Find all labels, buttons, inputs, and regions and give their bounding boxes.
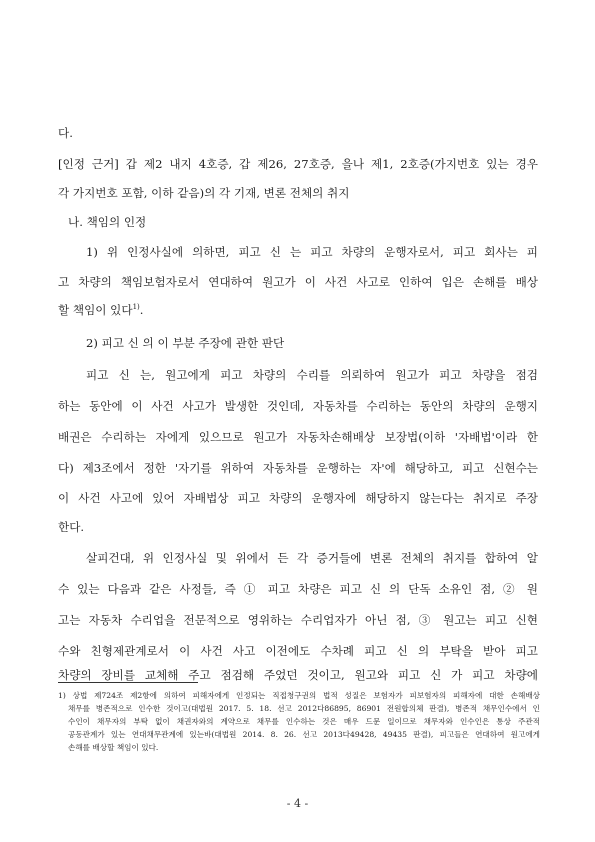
body-line-10: 하는 동안에 이 사건 사고가 발생한 것인데, 자동차를 수리하는 동안의 차량의 운행지 xyxy=(58,399,538,413)
footnote-line-3: 수인이 채무자의 부탁 없이 채권자와의 계약으로 채무를 인수하는 것은 매우 드문 일이므로 채무자와 인수인은 통상 주관적 xyxy=(68,717,540,726)
footnote-line-4: 공동관계가 있는 연대채무관계에 있는바(대법원 2014. 8. 26. 선고 2013다49428, 49435 판결), 피고들은 연대하여 원고에게 xyxy=(68,730,540,739)
body-line-16: 수 있는 다음과 같은 사정들, 즉 ① 피고 차량은 피고 신 의 단독 소유인 점, ② 원 xyxy=(58,582,538,596)
body-line-7-text: 할 책임이 있다 xyxy=(58,303,133,317)
subsection-heading: 2) 피고 신 의 이 부분 주장에 관한 판단 xyxy=(86,336,285,350)
body-line-11: 배권은 수리하는 자에게 있으므로 원고가 자동차손해배상 보장법(이하 '자배법'이라 한 xyxy=(58,430,538,444)
body-line-2: [인정 근거] 갑 제2 내지 4호증, 갑 제26, 27호증, 을나 제1, 2호증(가지번호 있는 경우 xyxy=(58,157,538,171)
body-line-15: 살피건대, 위 인정사실 및 위에서 든 각 증거들에 변론 전체의 취지를 합하여 알 xyxy=(86,551,538,565)
body-line-19: 차량의 장비를 교체해 주고 점검해 주었던 것이고, 원고와 피고 신 가 피고 차량에 xyxy=(58,668,538,682)
footnote-line-5: 손해를 배상할 책임이 있다. xyxy=(68,743,159,752)
body-line-14: 한다. xyxy=(58,520,85,534)
body-line-7-period: . xyxy=(139,303,144,317)
body-line-17: 고는 자동차 수리업을 전문적으로 영위하는 수리업자가 아닌 점, ③ 원고는 피고 신현 xyxy=(58,613,538,627)
body-line-6: 고 차량의 책임보험자로서 연대하여 원고가 이 사건 사고로 인하여 입은 손해를 배상 xyxy=(58,275,538,289)
footnote-line-1: 1) 상법 제724조 제2항에 의하여 피해자에게 인정되는 직접청구권의 법적 성질은 보험자가 피보험자의 피해자에 대한 손해배상 xyxy=(58,691,540,700)
footnote-line-2: 채무를 병존적으로 인수한 것이고(대법원 2017. 5. 18. 선고 2012다86895, 86901 전원합의체 판결), 병존적 채무인수에서 인 xyxy=(68,704,540,713)
body-line-9: 피고 신 는, 원고에게 피고 차량의 수리를 의뢰하여 원고가 피고 차량을 점검 xyxy=(86,368,538,382)
footnote-divider xyxy=(58,682,198,683)
footnote-reference[interactable]: 1) xyxy=(132,303,140,312)
body-line-3: 각 가지번호 포함, 이하 같음)의 각 기재, 변론 전체의 취지 xyxy=(58,186,350,200)
body-line-1: 다. xyxy=(58,126,73,140)
body-line-13: 이 사건 사고에 있어 자배법상 피고 차량의 운행자에 해당하지 않는다는 취지로 주장 xyxy=(58,491,538,505)
body-line-7 xyxy=(58,302,538,318)
body-line-18: 수와 친형제관계로서 이 사건 사고 이전에도 수차례 피고 신 의 부탁을 받아 피고 xyxy=(58,644,538,658)
body-line-5: 1) 위 인정사실에 의하면, 피고 신 는 피고 차량의 운행자로서, 피고 회사는 피 xyxy=(86,245,538,259)
body-line-12: 다) 제3조에서 정한 '자기를 위하여 자동차를 운행하는 자'에 해당하고, 피고 신현수는 xyxy=(58,461,538,475)
page-number: - 4 - xyxy=(286,797,309,810)
section-heading: 나. 책임의 인정 xyxy=(68,215,147,229)
